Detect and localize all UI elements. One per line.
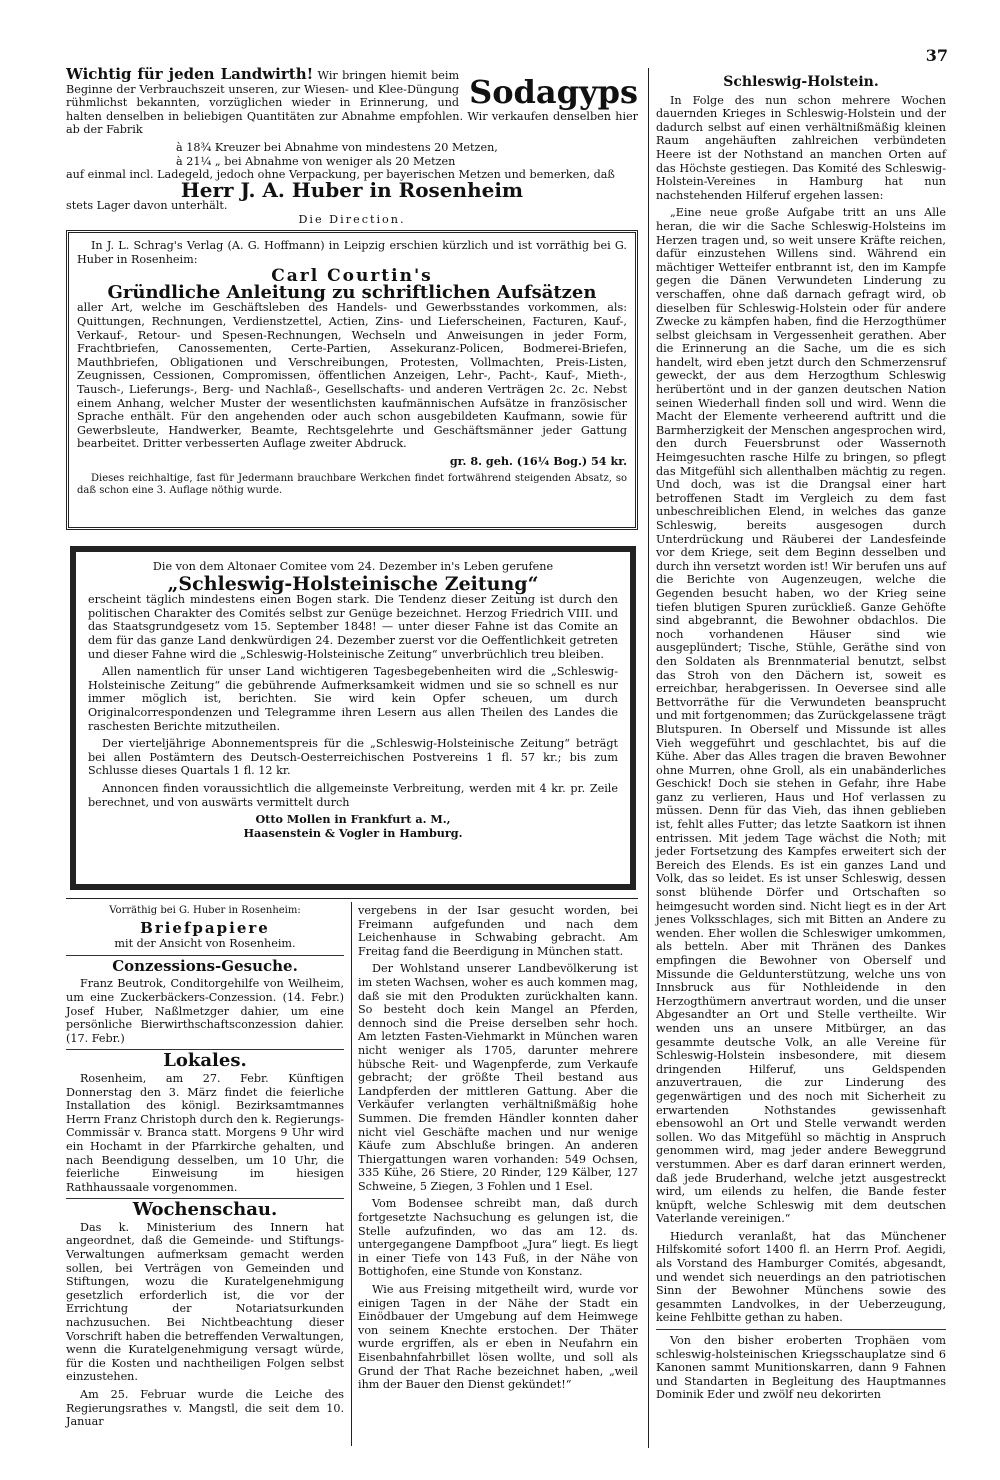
ad-price-2: à 21¼ „ bei Abnahme von weniger als 20 Metzen [176, 154, 456, 168]
ad-signature: Die Direction. [298, 212, 406, 226]
ad-zeitung-box [70, 546, 636, 890]
courtin-title: Gründliche Anleitung zu schriftlichen Aufsätzen [107, 281, 597, 303]
middle-p2: Der Wohlstand unserer Landbevölkerung ist im steten Wachsen, woher es auch kommen mag, daß sie mit den Produkten zurückhalten kann. So besteht doch kein Mangel an Pferden, dennoch sind die Preise derselben sehr hoch. Am letzten Fasten-Viehmarkt in München waren nicht weniger als 1705, darunter mehrere hübsche Reit- und Wagenpferde, zum Verkaufe gebracht; der größte Theil bestand aus Landpferden der mittleren Gattung. Aber die Verkäufer verlangten verhältnißmäßig hohe Summen. Die fremden Händler konnten daher nicht viel Geschäfte machen und nur wenige Käufe zum Abschluße bringen. An anderen Thiergattungen waren vorhanden: 549 Ochsen, 335 Kühe, 26 Stiere, 20 Rinder, 129 Kälber, 127 Schweine, 5 Ziegen, 3 Fohlen und 1 Esel. [358, 962, 638, 1193]
right-p3: Hiedurch veranlaßt, hat das Münchener Hilfskomité sofort 1400 fl. an Herrn Prof. Aegidi, als Vorstand des Hamburger Comités, abgesandt, und wendet sich neuerdings an den patriotischen Sinn der Bewohner Münchens sowie des gesammten Landvolkes, in der Ueberzeugung, keine Fehlbitte gethan zu haben. [656, 1229, 946, 1325]
middle-p3: Vom Bodensee schreibt man, daß durch fortgesetzte Nachsuchung es gelungen ist, die Stelle aufzufinden, wo das am 12. ds. untergegangene Dampfboot „Jura“ liegt. Es liegt in einer Tiefe von 143 Fuß, in der Nähe von Bottighofen, eine Stunde von Konstanz. [358, 1197, 638, 1279]
page-number: 37 [925, 46, 948, 65]
right-title: Schleswig-Holstein. [723, 74, 879, 90]
divider [66, 955, 344, 956]
right-column [656, 72, 946, 1446]
wochenschau-p1: Das k. Ministerium des Innern hat angeordnet, daß die Gemeinde- und Stiftungs-Verwaltungen aufmerksam gemacht werden sollen, bei Verträgen von Gemeinden und Stiftungen, wozu die Kuratelgenehmigung gesetzlich erforderlich ist, die vor der Errichtung der Notariatsurkunden nachzusuchen. Bei Nichtbeachtung dieser Vorschrift haben die betreffenden Verwaltungen, wenn die Kuratelgenehmigung versagt würde, für die Kosten und nachtheiligen Folgen selbst einzustehen. [66, 1220, 344, 1384]
divider [656, 1329, 946, 1330]
ad-terms: auf einmal incl. Ladegeld, jedoch ohne Verpackung, per bayerischen Metzen und bemerken, daß [66, 168, 615, 182]
wochenschau-p2: Am 25. Februar wurde die Leiche des Regierungsrathes v. Mangstl, die seit dem 10. Januar [66, 1388, 344, 1429]
lokales-title: Lokales. [163, 1050, 247, 1072]
zeitung-title: „Schleswig-Holsteinische Zeitung“ [167, 572, 539, 595]
ad-stock: stets Lager davon unterhält. [66, 199, 228, 213]
konzession-body: Franz Beutrok, Conditorgehilfe von Weilheim, um eine Zuckerbäckers-Conzession. (14. Febr.) Josef Huber, Naßlmetzger dahier, um eine persönliche Bierwirthschaftsconzession dahier. (17. Febr.) [66, 977, 344, 1045]
zeitung-p3: Der vierteljährige Abonnementspreis für die „Schleswig-Holsteinische Zeitung“ beträgt bei allen Postämtern des Deutsch-Oesterreichischen Postvereins 1 fl. 57 kr.; bis zum Schlusse dieses Quartals 1 fl. 12 kr. [88, 737, 618, 778]
courtin-body: aller Art, welche im Geschäftsleben des Handels- und Gewerbsstandes vorkommen, als: Quittungen, Rechnungen, Verdienstzettel, Actien, Zins- und Lieferscheinen, Facturen, Kauf-, Verkauf-, Retour- und Spesen-Rechnungen, Wechseln und Anweisungen in jeder Form, Frachtbriefen, Canossementen, Certe-Partien, Assekuranz-Policen, Bodmerei-Briefen, Mauthbriefen, Obligationen und Verschreibungen, Protesten, Vollmachten, Preis-Listen, Zeugnissen, Cessionen, Compromissen, öffentlichen Anzeigen, Lehr-, Pacht-, Kauf-, Mieth-, Tausch-, Lieferungs-, Berg- und Nachlaß-, Gesellschafts- und anderen Verträgen 2c. 2c. Nebst einem Anhang, welcher Muster der wesentlichsten kaufmännischen Aufsätze in französischer Sprache enthält. Für den angehenden oder auch schon ausgebildeten Kaufmann, sowie für Gewerbsleute, Handwerker, Beamte, Rechtsgelehrte und Geschäftsmänner jeder Gattung bearbeitet. Dritter verbesserten Auflage zweiter Abdruck. [77, 301, 627, 451]
wochenschau-title: Wochenschau. [132, 1199, 278, 1221]
left-column [66, 904, 344, 1444]
ad-product-name: Sodagyps [469, 73, 638, 111]
right-p1: In Folge des nun schon mehrere Wochen dauernden Krieges in Schleswig-Holstein und der dadurch selbst auf einen verhältnißmäßig kleinen Raum angehäuften zahlreichen verbündeten Heere ist der Nothstand an manchen Orten auf das Höchste gestiegen. Das Komité des Schleswig-Holstein-Vereines in Hamburg hat nun nachstehenden Hilferuf ergehen lassen: [656, 93, 946, 202]
ad-price-1: à 18¾ Kreuzer bei Abnahme von mindestens 20 Metzen, [176, 140, 498, 154]
zeitung-intro: Die von dem Altonaer Comitee vom 24. Dezember in's Leben gerufene [152, 560, 554, 573]
courtin-note: Dieses reichhaltige, fast für Jedermann brauchbare Werkchen findet fortwährend steigenden Absatz, so daß schon eine 3. Auflage nöthig wurde. [77, 472, 627, 496]
courtin-intro: In J. L. Schrag's Verlag (A. G. Hoffmann) in Leipzig erschien kürzlich und ist vorräthig bei G. Huber in Rosenheim: [77, 239, 627, 266]
ad-dealer: Herr J. A. Huber in Rosenheim [180, 177, 524, 202]
briefpapiere-line2: mit der Ansicht von Rosenheim. [114, 937, 296, 951]
courtin-author: Carl Courtin's [271, 266, 433, 287]
zeitung-p1: erscheint täglich mindestens einen Bogen stark. Die Tendenz dieser Zeitung ist durch den politischen Charakter des Comités selbst zur Genüge bezeichnet. Herzog Friedrich VIII. und das Staatsgrundgesetz vom 15. September 1848! — unter dieser Fahne ist das Comite an dem für das ganze Land denkwürdigen 24. Dezember zuerst vor die Oeffentlichkeit getreten und dieser Fahne wird die „Schleswig-Holsteinische Zeitung“ unverbrüchlich treu bleiben. [88, 593, 618, 661]
middle-p4: Wie aus Freising mitgetheilt wird, wurde vor einigen Tagen in der Nähe der Stadt ein Einödbauer der Umgebung auf dem Heimwege von seinem Knechte erstochen. Der Thäter wurde ergriffen, als er eben in Neufahrn ein Eisenbahnfahrbillet lösen wollte, und soll als Grund der That Rache bezeichnet haben, „weil ihm der Bauer den Dienst gekündet!“ [358, 1283, 638, 1392]
zeitung-agent-1: Otto Mollen in Frankfurt a. M., [255, 812, 451, 827]
column-divider [351, 902, 352, 1446]
ad-sodagyps [66, 65, 638, 226]
ad-lead: Wir bringen hiemit beim Beginne der Verbrauchszeit unseren, zur Wiesen- und Klee-Düngung rühmlichst bekannten, vorzüglichen wieder in Erinnerung, und halten denselben in beliebigen Quantitäten zur Abnahme empfohlen. Wir verkaufen denselben hier ab der Fabrik [66, 69, 638, 137]
newspaper-page [48, 40, 948, 1450]
konzession-title: Conzessions-Gesuche. [112, 956, 298, 975]
ad-courtin-box [66, 230, 638, 530]
briefpapiere-line1: Vorräthig bei G. Huber in Rosenheim: [109, 905, 301, 916]
zeitung-p4: Annoncen finden voraussichtlich die allgemeinste Verbreitung, werden mit 4 kr. pr. Zeile berechnet, und von auswärts vermittelt durch [88, 781, 618, 809]
ad-headline: Wichtig für jeden Landwirth! [66, 65, 314, 83]
middle-p1: vergebens in der Isar gesucht worden, bei Freimann aufgefunden und nach dem Leichenhause in Schwabing gebracht. Am Freitag fand die Beerdigung in München statt. [358, 904, 638, 958]
zeitung-agent-2: Haasenstein & Vogler in Hamburg. [243, 825, 463, 840]
courtin-price: gr. 8. geh. (16¼ Bog.) 54 kr. [449, 453, 627, 468]
right-p2: „Eine neue große Aufgabe tritt an uns Alle heran, die wir die Sache Schleswig-Holsteins im Herzen tragen und, so weit unsere Kräfte reichen, dafür einzustehen Willens sind. Während ein mächtiger Wetteifer entbrannt ist, den im Kampfe gegen die Dänen Verwundeten Linderung zu verschaffen, ohne daß darnach gefragt wird, ob dieselben für Schleswig-Holstein oder für andere Zwecke zu kämpfen haben, find die Herzogthümer selbst gleichsam in Vergessenheit gerathen. Aber die Erinnerung an die Sache, um die es sich handelt, wird eben jetzt durch den Schmerzensruf geweckt, der aus dem Herzogthum Schleswig herübertönt und in der ganzen deutschen Nation seinen Wiederhall finden soll und wird. Wenn die Macht der Elemente verheerend auftritt und die Barmherzigkeit der Menschen angesprochen wird, den durch Feuersbrunst oder Wassernoth Heimgesuchten rasche Hilfe zu bringen, so pflegt das Mitgefühl sich allenthalben mächtig zu regen. Und doch, was ist die Drangsal einer hart betroffenen Stadt im Vergleich zu dem fast unbeschreiblichen Elend, in welches das ganze Schleswig, bereits ausgesogen durch Unterdrückung und Räuberei der Landesfeinde vor dem Kriege, seit dem Beginn desselben und durch ihn versetzt worden ist! Wir berufen uns auf die Berichte von Augenzeugen, welche die Gegenden besucht haben, wo der Krieg seine tiefen blutigen Spuren zurückließ. Ganze Gehöfte sind abgebrannt, die Bewohner obdachlos. Die noch vorhandenen Häuser sind wie ausgeplündert; Tische, Stühle, Geräthe sind von den Soldaten als Brennmaterial benutzt, selbst das Stroh von den Dächern ist, soweit es erreichbar, herabgerissen. In Oeversee sind alle Bettvorräthe für die Verwundeten beansprucht und mit fortgenommen; das Zurückgelassene trägt Blutspuren. In Oberself und Missunde ist alles Vieh weggeführt und geschlachtet, bis auf die Kühe. Aber das Alles tragen die braven Bewohner ohne Murren, ohne Groll, als ein unabänderliches Geschick! Doch sie stehen in Gefahr, ihre Habe ganz zu verlieren, Haus und Hof verlassen zu müssen. Denn für das Vieh, das ihnen geblieben ist, fehlt alles Futter; das letzte Saatkorn ist ihnen entrissen. Mit jedem Tage wächst die Noth; mit jeder Fortsetzung des Kampfes erweitert sich der Bereich des Elends. Es ist ein ganzes Land und Volk, das so leidet. Es ist unser Schleswig, dessen sonst blühende Dörfer und Ortschaften so heimgesucht worden sind. Nicht liegt es in der Art jenes Volksschlages, sich mit Bitten an Andere zu wenden. Eher wollen die Schleswiger umkommen, als betteln. Aber mit Thränen des Dankes empfingen die Bewohner von Oberself und Missunde die Geldunterstützung, welche uns von Innsbruck aus für Nothleidende in den Herzogthümern anvertraut worden, und die unser Abgesandter an Ort und Stelle vertheilte. Wir wenden uns an unsere Mitbürger, an das gesammte deutsche Volk, an alle Vereine für Schleswig-Holstein insbesondere, mit diesem dringenden Hilferuf, uns Geldspenden anzuvertrauen, die zur Linderung des gegenwärtigen und des noch mit Sicherheit zu erwartenden Nothstandes gewissenhaft ebensowohl an Ort und Stelle verwandt werden sollen. Wo das Mitgefühl so mächtig in Anspruch genommen wird, mag jeder andere Beweggrund verstummen. Aber es darf daran erinnert werden, daß jede Bruderhand, welche jetzt ausgestreckt wird, um eilends zu helfen, die Bande fester knüpft, welche Schleswig mit dem deutschen Vaterlande vereinigen.“ [656, 206, 946, 1226]
middle-column [358, 904, 638, 1444]
column-divider [648, 68, 649, 1448]
right-p4: Von den bisher eroberten Trophäen vom schleswig-holsteinischen Kriegsschauplatze sind 6 Kanonen sammt Munitionskarren, dann 9 Fahnen und Standarten in Begleitung des Hauptmannes Dominik Eder und zwölf neu dekorirten [656, 1334, 946, 1402]
rule-under-ads [66, 898, 638, 899]
zeitung-p2: Allen namentlich für unser Land wichtigeren Tagesbegebenheiten wird die „Schleswig-Holsteinische Zeitung“ die gebührende Aufmerksamkeit widmen und sie so schnell es nur immer möglich ist, berichten. Sie wird kein Opfer scheuen, um durch Originalcorrespondenzen und Telegramme ihren Lesern aus allen Theilen des Landes die raschesten Berichte mitzutheilen. [88, 665, 618, 733]
briefpapiere-title: Briefpapiere [140, 918, 270, 937]
lokales-body: Rosenheim, am 27. Febr. Künftigen Donnerstag den 3. März findet die feierliche Installation des königl. Bezirksamtmannes Herrn Franz Christoph durch den k. Regierungs-Commissär v. Branca statt. Morgens 9 Uhr wird ein Hochamt in der Pfarrkirche gehalten, und nach Beendigung desselben, um 10 Uhr, die feierliche Einweisung im hiesigen Rathhaussaale vorgenommen. [66, 1071, 344, 1194]
